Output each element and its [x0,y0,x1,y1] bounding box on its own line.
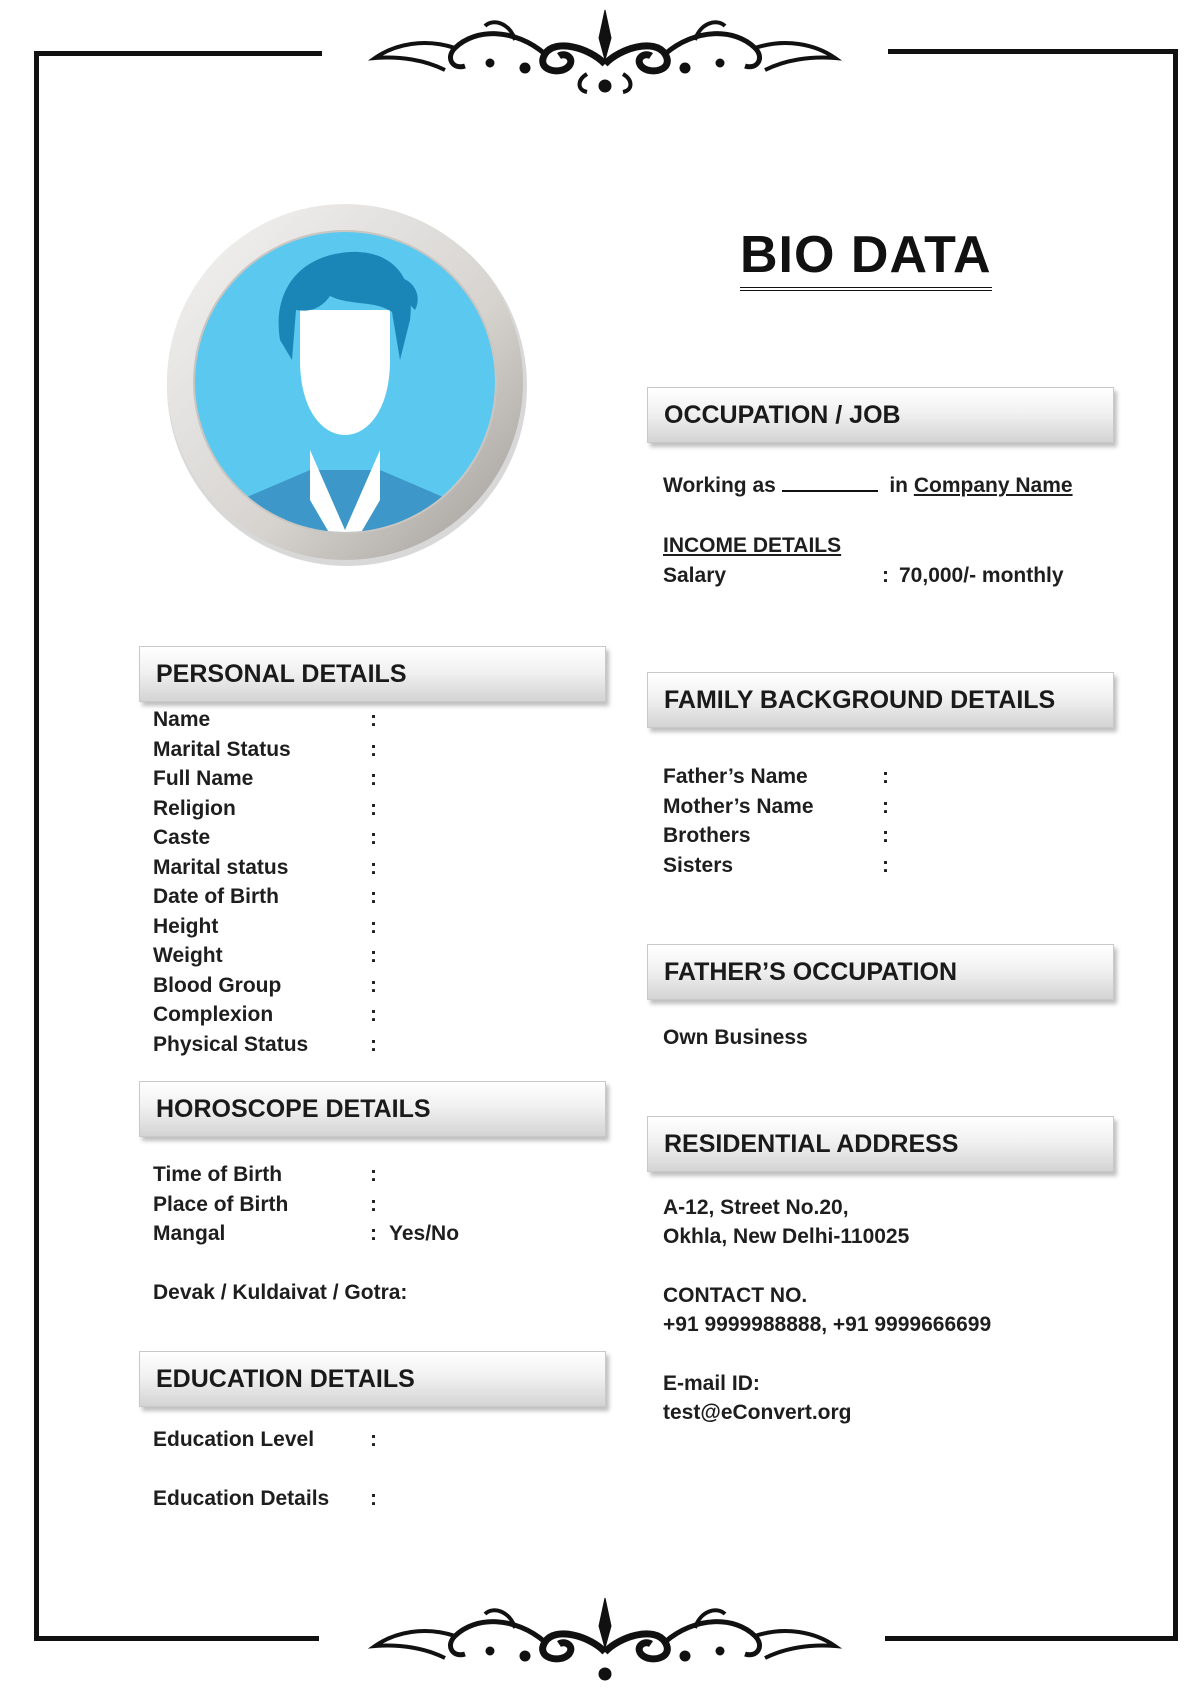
horoscope-field-row [153,1220,390,1248]
personal-field-colon: : [370,1003,377,1026]
avatar-icon [160,200,530,570]
family-field-colon: : [882,853,889,877]
in-label: in [889,474,908,497]
horoscope-field-colon: : [370,1222,377,1245]
salary-value: 70,000/- monthly [899,564,1064,587]
personal-field-row [153,795,390,823]
education-field-colon: : [370,1428,377,1451]
page-title: BIO DATA [740,225,992,291]
education-field-label: Education Level [153,1428,315,1451]
personal-field-colon: : [370,796,377,820]
salary-label: Salary [663,564,727,587]
family-field-label: Father’s Name [663,765,808,788]
family-field-row [663,852,902,880]
border-top-right [888,49,1178,54]
address-line1: A-12, Street No.20, [663,1196,849,1219]
personal-field-colon: : [370,855,377,879]
horoscope-field-colon: : [370,1192,377,1216]
father-occupation-header: FATHER’S OCCUPATION [647,944,1114,1000]
personal-field-label: Caste [153,826,211,849]
personal-field-colon: : [370,973,377,997]
family-field-colon: : [882,794,889,818]
occupation-header: OCCUPATION / JOB [647,387,1114,443]
personal-field-label: Height [153,914,219,938]
contact-label: CONTACT NO. [663,1284,808,1307]
contact-value: +91 9999988888, +91 9999666699 [663,1313,992,1336]
gotra-label: Devak / Kuldaivat / Gotra: [153,1281,408,1304]
horoscope-field-label: Place of Birth [153,1192,289,1216]
horoscope-field-row [153,1161,390,1189]
personal-field-row [153,913,390,941]
border-right [1173,49,1178,1641]
personal-field-colon: : [370,737,377,761]
horoscope-details-header: HOROSCOPE DETAILS [139,1081,606,1137]
border-left [34,51,39,1641]
family-background-header: FAMILY BACKGROUND DETAILS [647,672,1114,728]
company-name: Company Name [913,474,1073,497]
family-field-colon: : [882,765,889,788]
family-field-row [663,763,902,791]
education-field-label: Education Details [153,1487,330,1510]
personal-field-row [153,765,390,793]
personal-field-row [153,972,390,1000]
family-field-label: Sisters [663,853,734,877]
working-as-row [663,472,1073,500]
personal-field-label: Name [153,708,211,731]
personal-field-row [153,942,390,970]
email-label: E-mail ID: [663,1372,760,1395]
education-details-header: EDUCATION DETAILS [139,1351,606,1407]
bottom-ornament-icon [365,1596,845,1686]
family-field-row [663,822,902,850]
personal-field-colon: : [370,914,377,938]
family-field-row [663,793,902,821]
personal-field-row [153,1001,390,1029]
personal-field-colon: : [370,1032,377,1056]
residential-address-header: RESIDENTIAL ADDRESS [647,1116,1114,1172]
personal-field-colon: : [370,708,377,731]
personal-field-colon: : [370,826,377,849]
education-field-row [153,1485,390,1513]
border-bottom-right [885,1636,1178,1641]
personal-details-header: PERSONAL DETAILS [139,646,606,702]
salary-colon: : [882,564,889,587]
personal-field-row [153,883,390,911]
personal-field-label: Date of Birth [153,885,279,908]
personal-field-row [153,1031,390,1059]
working-as-blank [782,472,878,492]
personal-field-row [153,736,390,764]
income-heading: INCOME DETAILS [663,534,842,557]
border-bottom-left [34,1636,319,1641]
family-field-label: Brothers [663,824,751,847]
family-field-label: Mother’s Name [663,794,814,818]
personal-field-colon: : [370,885,377,908]
family-field-colon: : [882,824,889,847]
personal-field-label: Full Name [153,767,254,790]
email-value: test@eConvert.org [663,1401,852,1424]
personal-field-colon: : [370,944,377,967]
education-field-colon: : [370,1487,377,1510]
personal-field-row [153,854,390,882]
education-field-row [153,1426,390,1454]
personal-field-label: Blood Group [153,973,282,997]
father-occupation-value: Own Business [663,1026,808,1049]
horoscope-field-row [153,1191,390,1219]
salary-row [663,562,1103,590]
personal-field-label: Marital status [153,855,289,879]
personal-field-label: Religion [153,796,236,820]
mangal-value: Yes/No [389,1222,460,1245]
personal-field-label: Weight [153,944,223,967]
working-as-label: Working as [663,474,776,497]
border-top-left [34,51,322,56]
personal-field-label: Complexion [153,1003,274,1026]
personal-field-label: Physical Status [153,1032,309,1056]
horoscope-field-label: Time of Birth [153,1163,283,1186]
horoscope-field-label: Mangal [153,1222,226,1245]
personal-field-label: Marital Status [153,737,291,761]
personal-field-row [153,824,390,852]
address-line2: Okhla, New Delhi-110025 [663,1225,910,1248]
top-ornament-icon [365,8,845,98]
personal-field-row [153,706,390,734]
horoscope-field-colon: : [370,1163,377,1186]
personal-field-colon: : [370,767,377,790]
